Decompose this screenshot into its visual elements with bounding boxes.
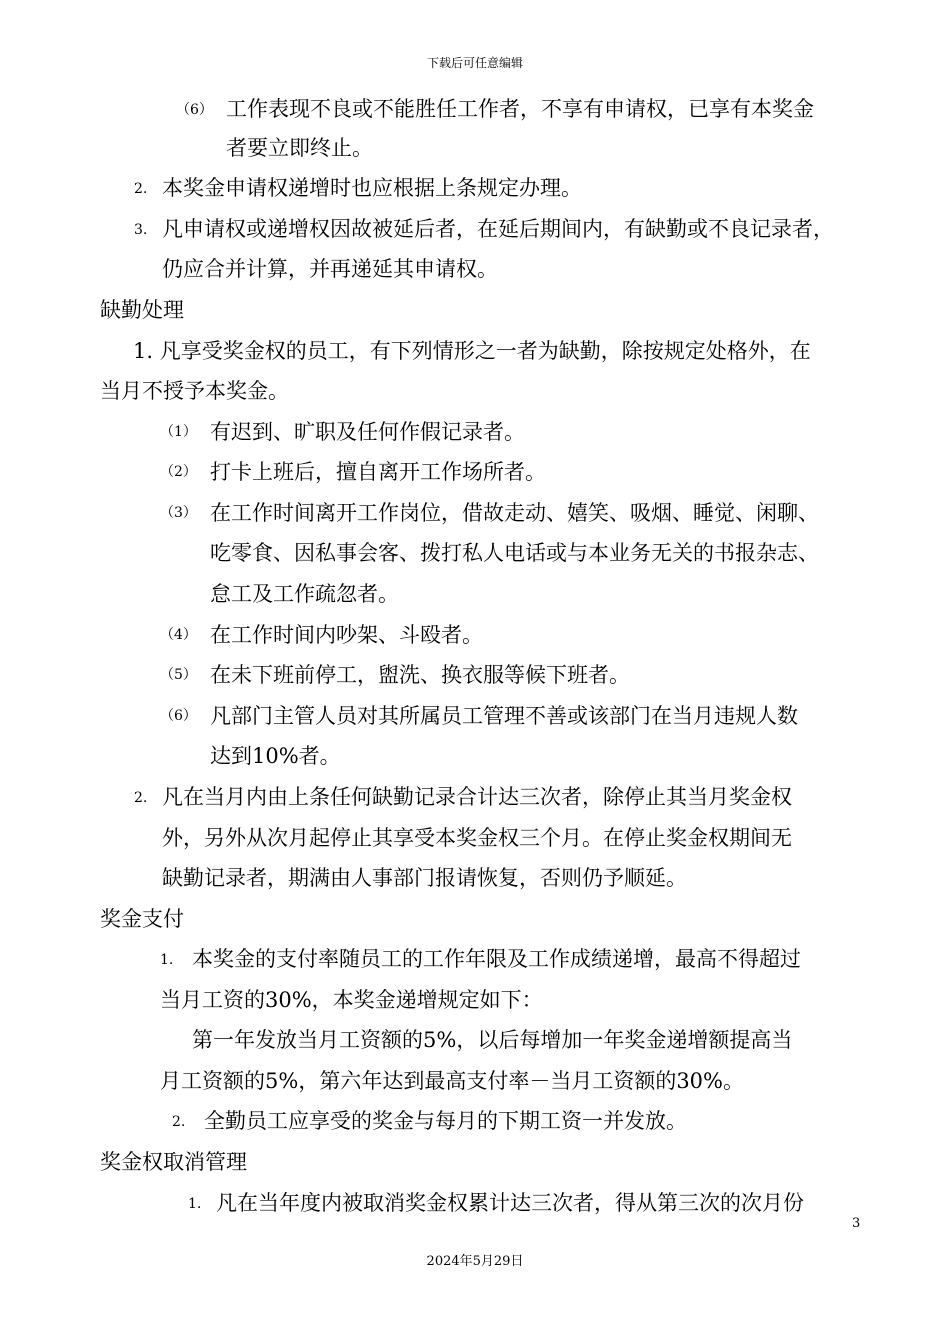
list-number: 2.	[134, 790, 148, 806]
text-line: 月工资额的5%，第六年达到最高支付率－当月工资额的30%。	[160, 1069, 744, 1093]
text-line: 凡在当月内由上条任何缺勤记录合计达三次者，除停止其当月奖金权	[162, 785, 792, 809]
list-number: 3.	[134, 222, 148, 238]
text-line: 本奖金的支付率随员工的工作年限及工作成绩递增，最高不得超过	[192, 947, 801, 971]
text-line: 打卡上班后，擅自离开工作场所者。	[210, 460, 546, 484]
text-line: 达到10%者。	[210, 744, 341, 768]
text-line: 缺勤记录者，期满由人事部门报请恢复，否则仍予顺延。	[162, 866, 687, 890]
text-line: 仍应合并计算，并再递延其申请权。	[162, 257, 498, 281]
section-heading: 缺勤处理	[100, 298, 184, 322]
page-header: 下载后可任意编辑	[426, 56, 523, 70]
text-line: 凡部门主管人员对其所属员工管理不善或该部门在当月违规人数	[210, 704, 798, 728]
text-line: 者要立即终止。	[226, 136, 373, 160]
section-heading: 奖金支付	[100, 907, 184, 931]
text-line: 第一年发放当月工资额的5%，以后每增加一年奖金递增额提高当	[192, 1028, 793, 1052]
text-line: 当月工资的30%，本奖金递增规定如下：	[160, 988, 543, 1012]
list-number: 2.	[172, 1114, 186, 1130]
text-line: 外，另外从次月起停止其享受本奖金权三个月。在停止奖金权期间无	[162, 826, 792, 850]
list-number: （2）	[160, 464, 197, 480]
text-line: 本奖金申请权递增时也应根据上条规定办理。	[162, 176, 582, 200]
list-number: 1.	[160, 952, 174, 968]
page-footer-date: 2024年5月29日	[426, 1254, 524, 1269]
text-line: 1. 凡享受奖金权的员工，有下列情形之一者为缺勤，除按规定处格外，在	[133, 339, 811, 363]
list-number: （6）	[176, 102, 213, 118]
text-line: 在工作时间离开工作岗位，借故走动、嬉笑、吸烟、睡觉、闲聊、	[210, 501, 819, 525]
list-number: （1）	[160, 424, 197, 440]
list-number: 2.	[134, 181, 148, 197]
text-line: 凡在当年度内被取消奖金权累计达三次者，得从第三次的次月份	[216, 1191, 804, 1215]
list-number: （3）	[160, 505, 197, 521]
text-line: 工作表现不良或不能胜任工作者，不享有申请权，已享有本奖金	[226, 97, 814, 121]
list-number: （6）	[160, 708, 197, 724]
text-line: 当月不授予本奖金。	[100, 379, 289, 403]
text-line: 吃零食、因私事会客、拨打私人电话或与本业务无关的书报杂志、	[210, 541, 819, 565]
text-line: 有迟到、旷职及任何作假记录者。	[210, 420, 525, 444]
list-number: （4）	[160, 627, 197, 643]
section-heading: 奖金权取消管理	[100, 1150, 247, 1174]
list-number: 1.	[188, 1196, 202, 1212]
page-number: 3	[852, 1216, 861, 1231]
list-number: （5）	[160, 667, 197, 683]
text-line: 凡申请权或递增权因故被延后者，在延后期间内，有缺勤或不良记录者，	[162, 217, 834, 241]
text-line: 在未下班前停工，盥洗、换衣服等候下班者。	[210, 663, 630, 687]
text-line: 全勤员工应享受的奖金与每月的下期工资一并发放。	[204, 1109, 687, 1133]
text-line: 在工作时间内吵架、斗殴者。	[210, 623, 483, 647]
text-line: 怠工及工作疏忽者。	[210, 582, 399, 606]
